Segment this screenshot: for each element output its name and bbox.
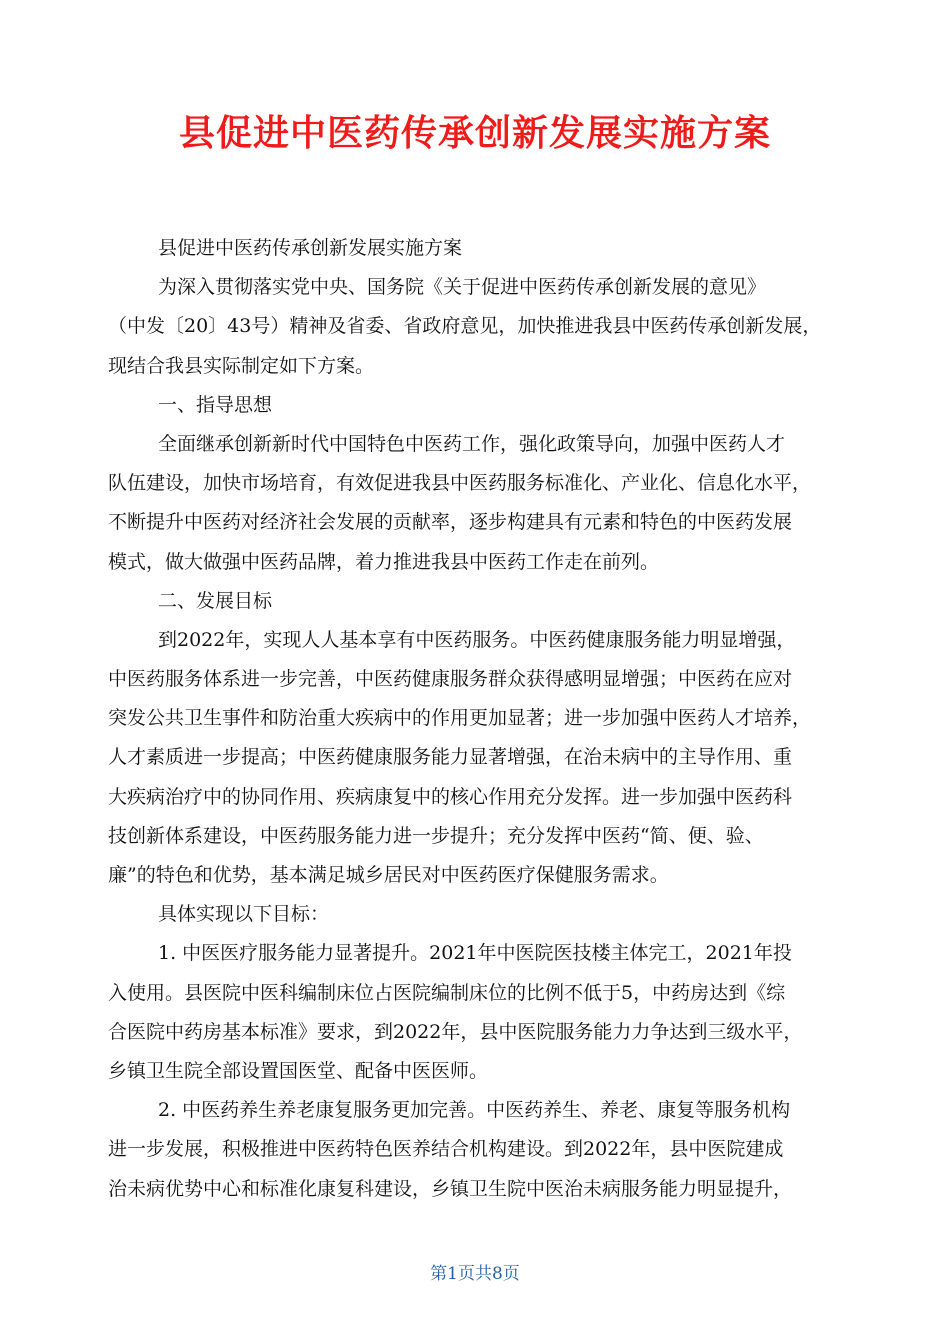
page-footer: 第1页共8页 bbox=[430, 1264, 520, 1284]
body-line: 乡镇卫生院全部设置国医堂、配备中医医师。 bbox=[108, 1059, 489, 1082]
body-line: 一、指导思想 bbox=[158, 393, 273, 416]
body-line: 现结合我县实际制定如下方案。 bbox=[108, 354, 375, 377]
body-line: 中医药服务体系进一步完善，中医药健康服务群众获得感明显增强；中医药在应对 bbox=[108, 668, 793, 691]
body-line: 技创新体系建设，中医药服务能力进一步提升；充分发挥中医药“简、便、验、 bbox=[108, 824, 764, 847]
body-line: 入使用。县医院中医科编制床位占医院编制床位的比例不低于5，中药房达到《综 bbox=[108, 981, 786, 1004]
body-line: 突发公共卫生事件和防治重大疾病中的作用更加显著；进一步加强中医药人才培养， bbox=[108, 707, 812, 730]
body-line: 不断提升中医药对经济社会发展的贡献率，逐步构建具有元素和特色的中医药发展 bbox=[108, 511, 793, 534]
body-line: 治未病优势中心和标准化康复科建设，乡镇卫生院中医治未病服务能力明显提升， bbox=[108, 1177, 793, 1200]
body-line: 1. 中医医疗服务能力显著提升。2021年中医院医技楼主体完工，2021年投 bbox=[158, 942, 792, 965]
body-line: 二、发展目标 bbox=[158, 589, 273, 612]
body-line: 合医院中药房基本标准》要求，到2022年，县中医院服务能力力争达到三级水平， bbox=[108, 1020, 803, 1043]
body-line: 模式，做大做强中医药品牌，着力推进我县中医药工作走在前列。 bbox=[108, 550, 660, 573]
body-line: 具体实现以下目标： bbox=[158, 903, 330, 926]
body-line: 人才素质进一步提高；中医药健康服务能力显著增强，在治未病中的主导作用、重 bbox=[108, 746, 793, 769]
body-line: 为深入贯彻落实党中央、国务院《关于促进中医药传承创新发展的意见》 bbox=[158, 276, 767, 299]
document-title: 县促进中医药传承创新发展实施方案 bbox=[178, 113, 771, 154]
body-line: 大疾病治疗中的协同作用、疾病康复中的核心作用充分发挥。进一步加强中医药科 bbox=[108, 785, 793, 808]
body-line: 进一步发展，积极推进中医药特色医养结合机构建设。到2022年，县中医院建成 bbox=[108, 1138, 784, 1161]
body-line: （中发〔20〕43号）精神及省委、省政府意见，加快推进我县中医药传承创新发展， bbox=[108, 315, 822, 338]
body-line: 到2022年，实现人人基本享有中医药服务。中医药健康服务能力明显增强， bbox=[158, 628, 796, 651]
body-line: 全面继承创新新时代中国特色中医药工作，强化政策导向，加强中医药人才 bbox=[158, 432, 786, 455]
body-line: 队伍建设，加快市场培育，有效促进我县中医药服务标准化、产业化、信息化水平， bbox=[108, 472, 812, 495]
body-line: 2. 中医药养生养老康复服务更加完善。中医药养生、养老、康复等服务机构 bbox=[158, 1099, 791, 1122]
body-line: 廉”的特色和优势，基本满足城乡居民对中医药医疗保健服务需求。 bbox=[108, 864, 669, 886]
body-line: 县促进中医药传承创新发展实施方案 bbox=[158, 237, 463, 259]
document-body bbox=[108, 229, 848, 1209]
